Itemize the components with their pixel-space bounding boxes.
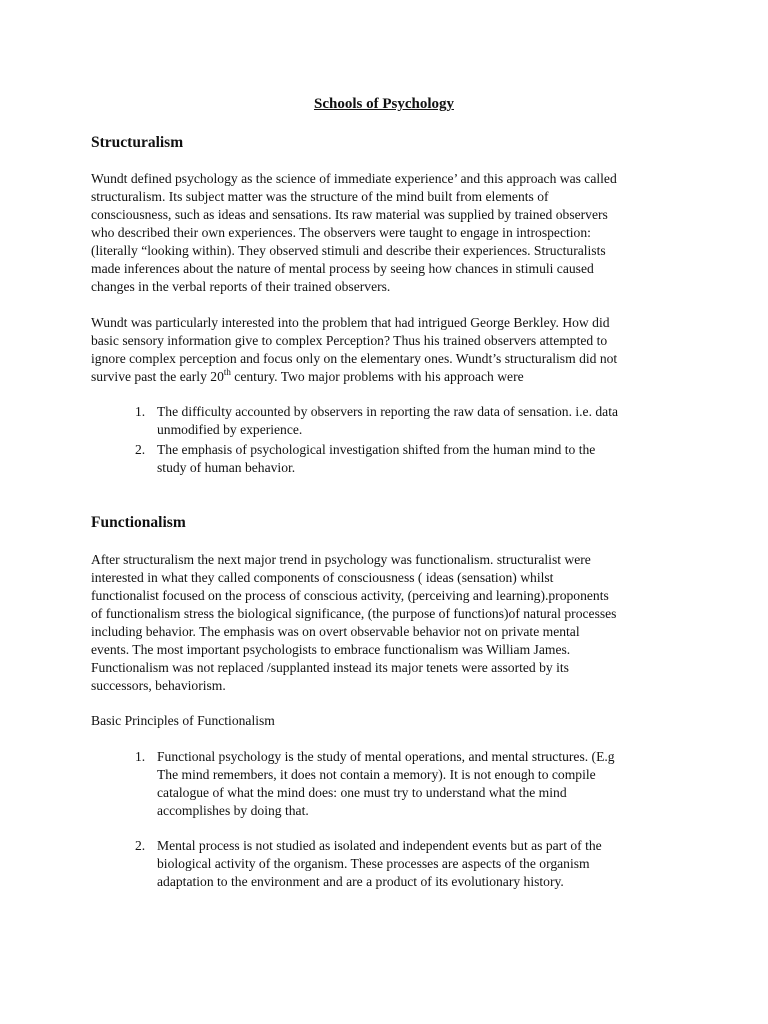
heading-structuralism: Structuralism xyxy=(91,134,184,151)
text-line: After structuralism the next major trend in psychology was functionalism. structuralist were xyxy=(91,552,591,567)
text-line: study of human behavior. xyxy=(157,460,296,475)
text-line: Wundt was particularly interested into the problem that had intrigued George Berkley. How did xyxy=(91,315,610,330)
text-line: including behavior. The emphasis was on overt observable behavior not on private mental xyxy=(91,624,580,639)
list-text xyxy=(157,441,595,477)
heading-functionalism: Functionalism xyxy=(91,514,186,531)
text-line: made inferences about the nature of mental process by seeing how chances in stimuli caused xyxy=(91,261,594,276)
list-text xyxy=(157,748,615,820)
text-line: (literally “looking within). They observed stimuli and describe their experiences. Structuralists xyxy=(91,243,606,258)
text-fragment: century. Two major problems with his approach were xyxy=(230,369,524,384)
text-line: The mind remembers, it does not contain a memory). It is not enough to compile xyxy=(157,767,596,782)
text-line: changes in the verbal reports of their trained observers. xyxy=(91,279,391,294)
list-item xyxy=(0,441,768,477)
text-line: The emphasis of psychological investigation shifted from the human mind to the xyxy=(157,442,596,457)
problems-list xyxy=(0,403,768,477)
text-line: Wundt defined psychology as the science of immediate experience’ and this approach was called xyxy=(91,171,617,186)
text-line: unmodified by experience. xyxy=(157,422,303,437)
document-title: Schools of Psychology xyxy=(313,96,454,112)
text-line: events. The most important psychologists to embrace functionalism was William James. xyxy=(91,642,571,657)
text-line: Mental process is not studied as isolated and independent events but as part of the xyxy=(157,838,602,853)
list-number: 1. xyxy=(135,749,146,764)
text-line: accomplishes by doing that. xyxy=(157,803,309,818)
text-fragment: survive past the early 20 xyxy=(91,369,224,384)
text-line: biological activity of the organism. These processes are aspects of the organism xyxy=(157,856,590,871)
list-text xyxy=(157,837,602,891)
list-number: 2. xyxy=(135,442,146,457)
text-line: of functionalism stress the biological significance, (the purpose of functions)of natural processes xyxy=(91,606,617,621)
principles-list xyxy=(0,748,768,891)
text-line: functionalist focused on the process of conscious activity, (perceiving and learning).proponents xyxy=(91,588,609,603)
text-line: Basic Principles of Functionalism xyxy=(91,713,275,728)
text-line: adaptation to the environment and are a product of its evolutionary history. xyxy=(157,874,564,889)
text-line: Functionalism was not replaced /supplanted instead its major tenets were assorted by its xyxy=(91,660,569,675)
functionalism-paragraph xyxy=(91,551,691,695)
text-line: structuralism. Its subject matter was the structure of the mind built from elements of xyxy=(91,189,549,204)
text-line: who described their own experiences. The observers were taught to engage in introspection: xyxy=(91,225,591,240)
text-line xyxy=(91,368,691,386)
list-number: 1. xyxy=(135,404,146,419)
text-line: catalogue of what the mind does: one must try to understand what the mind xyxy=(157,785,567,800)
text-line: consciousness, such as ideas and sensations. Its raw material was supplied by trained observers xyxy=(91,207,608,222)
text-line: The difficulty accounted by observers in reporting the raw data of sensation. i.e. data xyxy=(157,404,619,419)
list-item xyxy=(0,837,768,891)
ordinal-suffix: th xyxy=(223,367,231,377)
structuralism-paragraph-2 xyxy=(91,314,691,386)
list-text xyxy=(157,403,618,439)
structuralism-paragraph-1 xyxy=(91,170,691,296)
text-line: successors, behaviorism. xyxy=(91,678,226,693)
text-line: Functional psychology is the study of mental operations, and mental structures. (E.g xyxy=(157,749,615,764)
text-line: ignore complex perception and focus only on the elementary ones. Wundt’s structuralism did not xyxy=(91,351,618,366)
text-line: interested in what they called components of consciousness ( ideas (sensation) whilst xyxy=(91,570,554,585)
list-number: 2. xyxy=(135,838,146,853)
list-item xyxy=(0,748,768,837)
principles-label xyxy=(91,712,691,730)
text-line: basic sensory information give to complex Perception? Thus his trained observers attempted to xyxy=(91,333,608,348)
list-item xyxy=(0,403,768,441)
